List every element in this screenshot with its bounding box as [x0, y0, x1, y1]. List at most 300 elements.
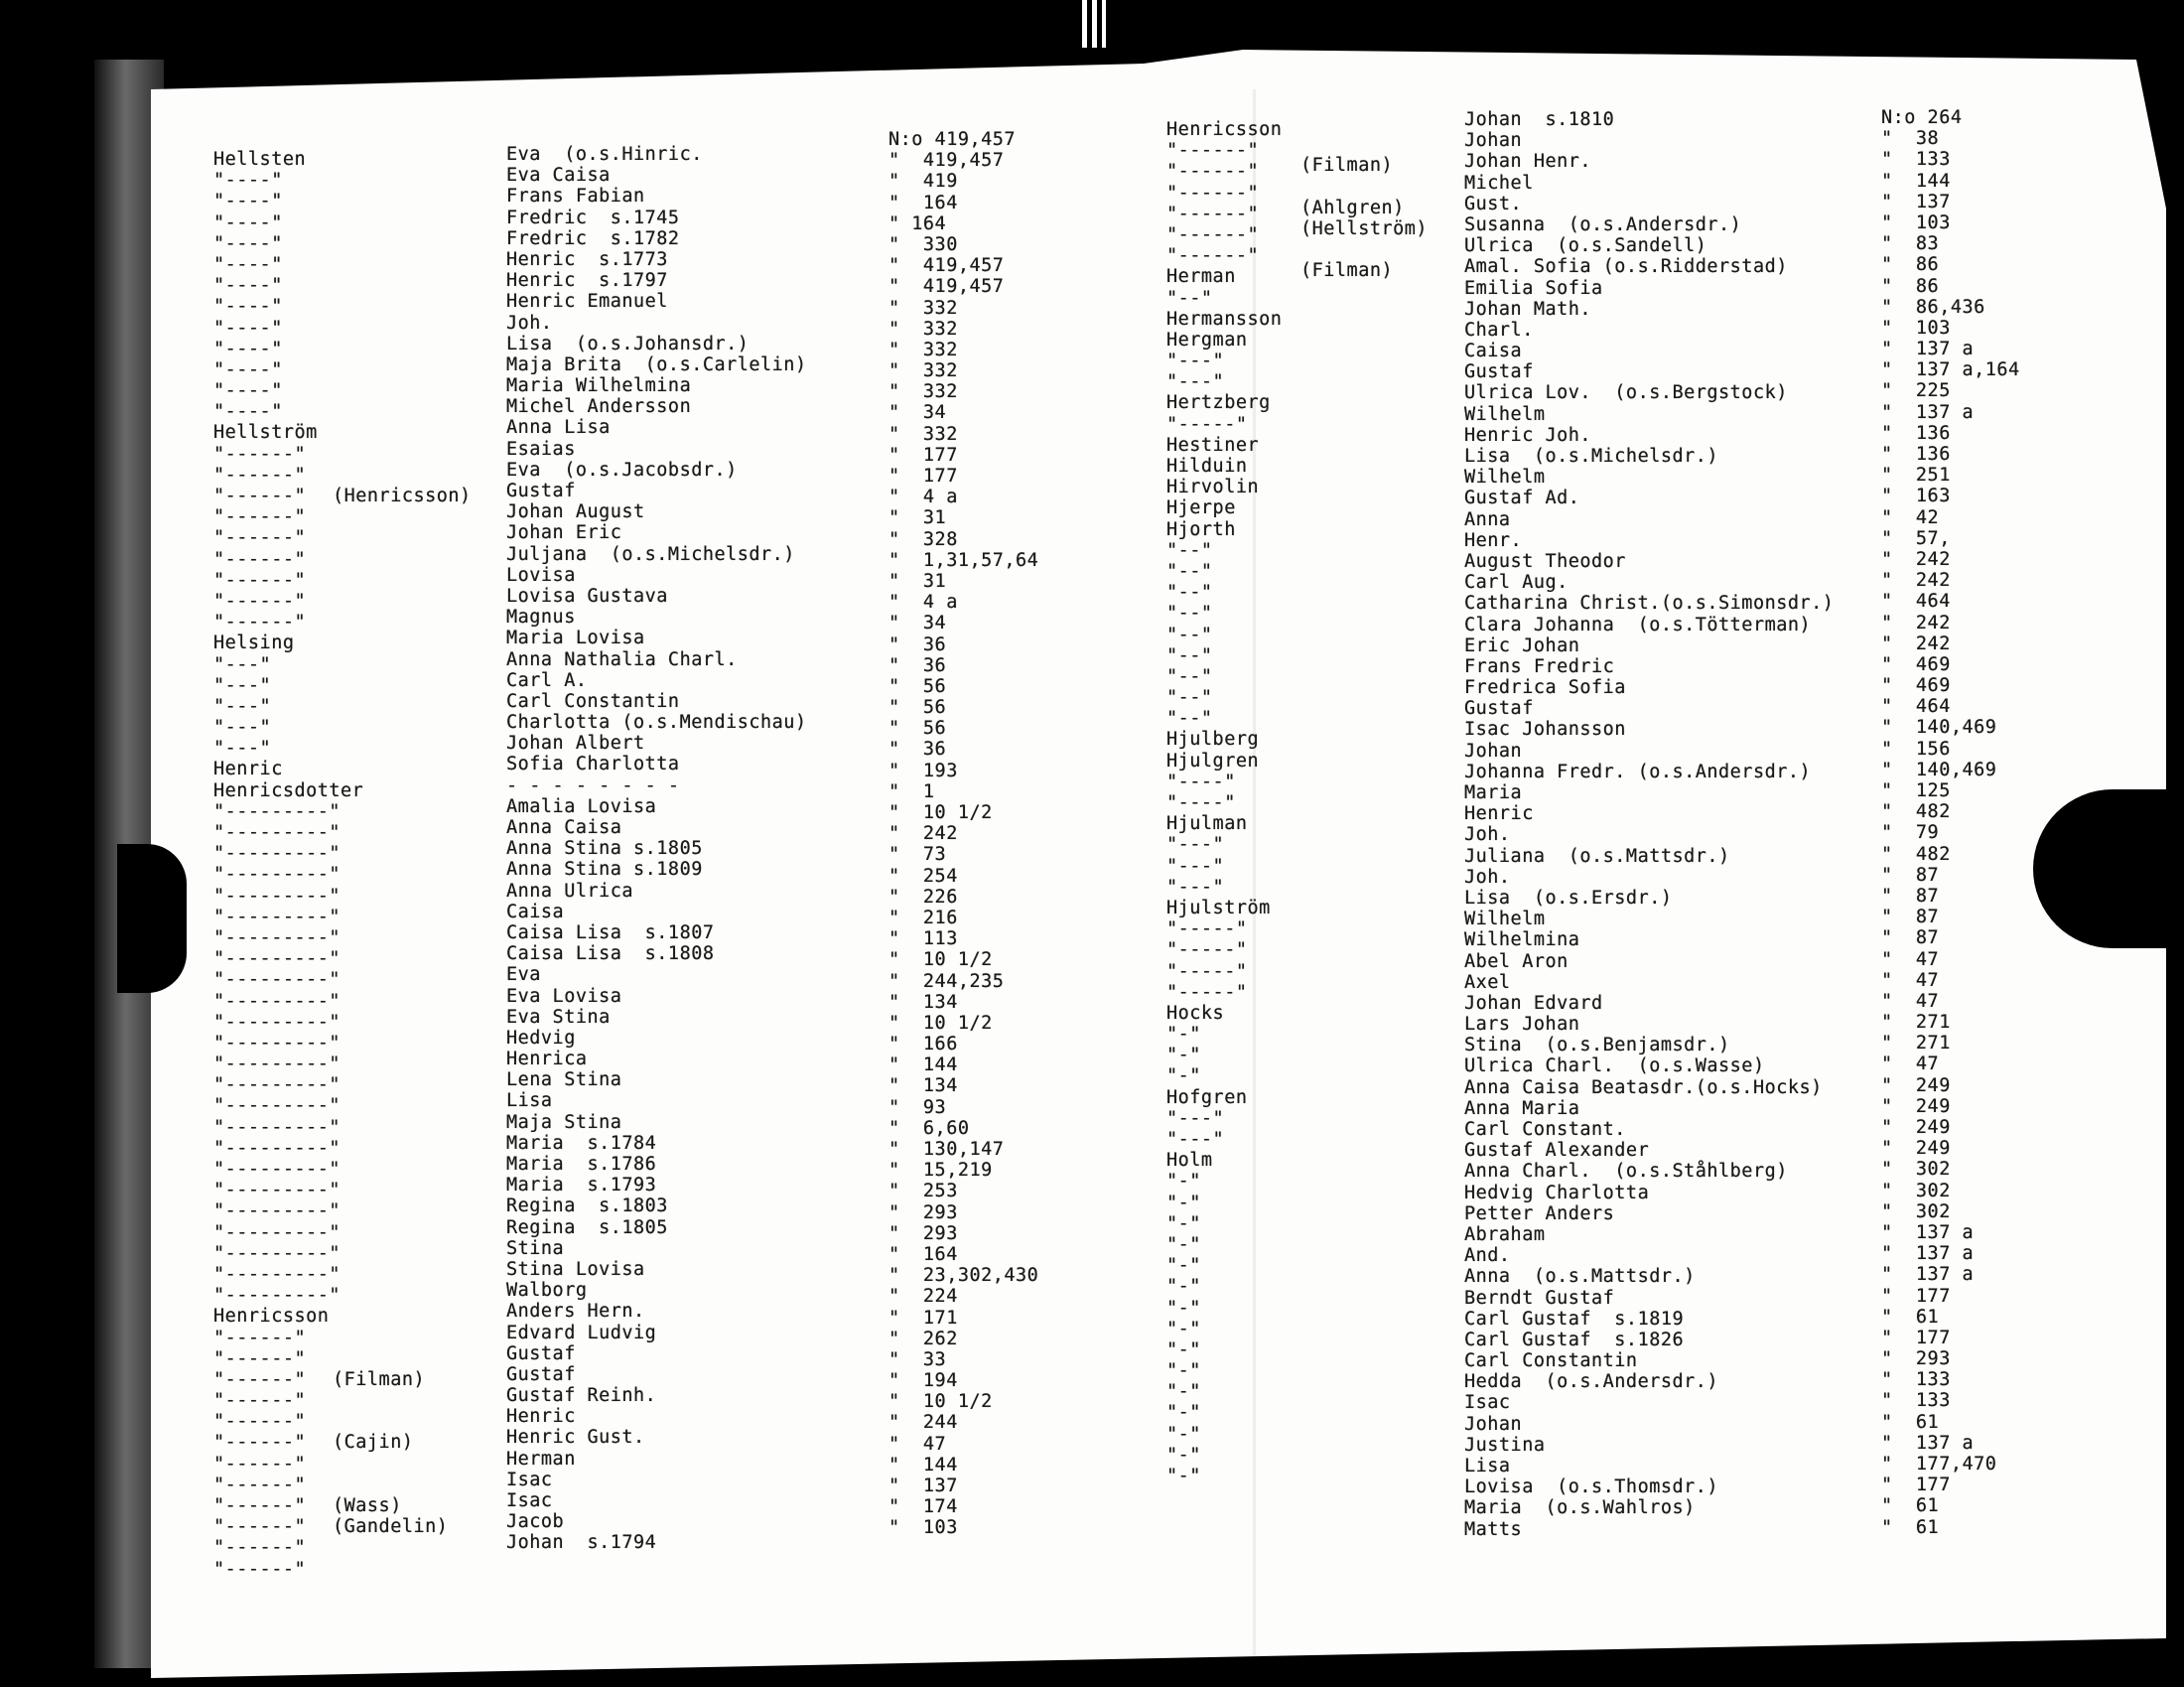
- surname-cell: "----": [213, 401, 283, 423]
- reference-cell: " 171: [888, 1307, 958, 1329]
- reference-cell: " 87: [1881, 927, 1940, 949]
- reference-cell: " 36: [888, 654, 947, 676]
- reference-cell: N:o 264: [1881, 107, 1963, 128]
- reference-cell: " 103: [1881, 211, 1951, 233]
- reference-cell: " 164: [888, 1243, 958, 1265]
- reference-cell: " 6,60: [888, 1117, 970, 1139]
- given-name-cell: Ulrica Lov. (o.s.Bergstock): [1464, 382, 1788, 404]
- given-name-cell: - - - - - - - -: [506, 774, 680, 796]
- reference-cell: " 47: [1881, 1054, 1940, 1075]
- surname-cell: "-": [1166, 1212, 1201, 1234]
- reference-cell: " 332: [888, 423, 958, 445]
- reference-cell: " 144: [888, 1054, 958, 1076]
- given-name-cell: Juliana (o.s.Mattsdr.): [1464, 845, 1730, 867]
- alias-cell: [333, 1411, 472, 1432]
- reference-cell: " 332: [888, 360, 958, 382]
- reference-cell: " 93: [888, 1096, 947, 1118]
- reference-cell: " 163: [1881, 486, 1951, 507]
- given-name-cell: Juljana (o.s.Michelsdr.): [506, 543, 795, 565]
- given-name-cell: Fredrica Sofia: [1464, 677, 1626, 699]
- surname-cell: "------": [213, 1327, 307, 1348]
- alias-cell: [333, 275, 472, 296]
- given-name-cell: Maria (o.s.Wahlros): [1464, 1497, 1696, 1519]
- alias-cell: [333, 465, 472, 486]
- surname-cell: "----": [213, 211, 283, 233]
- given-name-cell: Anna Caisa: [506, 817, 622, 838]
- reference-cell: " 177: [888, 444, 958, 466]
- given-name-cell: Regina s.1803: [506, 1195, 668, 1217]
- given-name-cell: Anna Stina s.1805: [506, 838, 703, 860]
- given-name-cell: Magnus: [506, 607, 576, 629]
- given-name-cell: Ulrica Charl. (o.s.Wasse): [1464, 1055, 1765, 1077]
- reference-cell: " 4 a: [888, 487, 958, 508]
- reference-cell: " 244,235: [888, 970, 1005, 992]
- given-name-cell: Stina (o.s.Benjamsdr.): [1464, 1035, 1730, 1056]
- alias-cell: [333, 1054, 472, 1074]
- given-name-cell: Caisa: [506, 901, 565, 922]
- alias-cell: [333, 612, 472, 633]
- alias-cell: [333, 948, 472, 969]
- reference-cell: " 34: [888, 402, 947, 424]
- surname-cell: "------": [213, 1347, 307, 1369]
- given-name-cell: And.: [1464, 1245, 1511, 1267]
- reference-cell: " 87: [1881, 864, 1940, 886]
- given-name-cell: Carl Constantin: [1464, 1350, 1638, 1372]
- alias-cell: [333, 1475, 472, 1495]
- reference-cell: " 262: [888, 1328, 958, 1349]
- given-name-cell: Gustaf Alexander: [1464, 1140, 1650, 1162]
- reference-cell: " 86,436: [1881, 296, 1985, 318]
- surname-cell: Henric: [213, 759, 283, 780]
- reference-cell: " 332: [888, 318, 958, 340]
- reference-cell: " 177: [1881, 1475, 1951, 1496]
- reference-cell: " 136: [1881, 422, 1951, 444]
- surname-cell: Hirvolin: [1166, 477, 1260, 498]
- given-name-cell: Johan Henr.: [1464, 151, 1592, 173]
- surname-cell: "------": [213, 1390, 307, 1412]
- reference-cell: " 251: [1881, 465, 1951, 487]
- given-name-cell: Anna Lisa: [506, 417, 611, 439]
- given-name-cell: Lisa: [1464, 1456, 1511, 1476]
- given-name-cell: Maria Lovisa: [506, 628, 645, 649]
- reference-cell: " 144: [888, 1454, 958, 1476]
- reference-cell: " 140,469: [1881, 717, 1997, 739]
- alias-cell: [333, 591, 472, 612]
- surname-cell: "---": [1166, 1107, 1225, 1129]
- surname-cell: "-": [1166, 1381, 1201, 1403]
- reference-cell: " 38: [1881, 128, 1940, 150]
- given-name-cell: Jacob: [506, 1511, 565, 1533]
- given-name-cell: Johan Edvard: [1464, 992, 1603, 1014]
- given-name-cell: Eric Johan: [1464, 634, 1580, 656]
- surname-cell: "-": [1166, 1171, 1201, 1193]
- reference-cell: " 156: [1881, 738, 1951, 760]
- given-name-cell: Carl Aug.: [1464, 572, 1569, 594]
- surname-cell: "----": [213, 232, 283, 254]
- surname-cell: "------": [1166, 203, 1260, 224]
- surname-cell: "--": [1166, 582, 1213, 604]
- surname-cell: "---": [213, 738, 272, 760]
- surname-cell: "----": [213, 317, 283, 339]
- given-name-cell: Wilhelm: [1464, 467, 1546, 489]
- reference-cell: " 86: [1881, 275, 1940, 297]
- given-name-cell: Joh.: [506, 312, 553, 334]
- given-name-cell: Maria: [1464, 782, 1523, 803]
- surname-cell: "------": [1166, 245, 1260, 267]
- reference-cell: " 482: [1881, 801, 1951, 823]
- reference-cell: " 61: [1881, 1516, 1940, 1538]
- binding-tab-right: [2033, 789, 2184, 948]
- surname-cell: "---": [1166, 834, 1225, 856]
- surname-cell: "---": [213, 717, 272, 739]
- given-name-cell: Frans Fredric: [1464, 655, 1615, 677]
- reference-cell: " 137 a: [1881, 1243, 1975, 1265]
- reference-cell: " 47: [1881, 969, 1940, 991]
- reference-cell: " 47: [888, 1433, 947, 1455]
- alias-cell: [1300, 134, 1428, 155]
- alias-cell: [333, 380, 472, 401]
- alias-cell: (Cajin): [333, 1432, 414, 1454]
- reference-cell: " 144: [1881, 170, 1951, 192]
- given-name-cell: Maja Stina: [506, 1111, 622, 1133]
- given-name-cell: Carl Constant.: [1464, 1119, 1626, 1140]
- alias-cell: [333, 1328, 472, 1348]
- given-name-cell: Henric Gust.: [506, 1427, 645, 1449]
- given-name-cell: Gustaf Ad.: [1464, 488, 1580, 509]
- reference-cell: " 113: [888, 928, 958, 950]
- surname-cell: "------": [213, 1516, 307, 1538]
- reference-cell: " 79: [1881, 822, 1940, 844]
- given-name-cell: Caisa Lisa s.1807: [506, 921, 715, 943]
- surname-cell: "------": [213, 486, 307, 506]
- surname-cell: "-": [1166, 1338, 1201, 1360]
- surname-cell: "---------": [213, 864, 341, 886]
- given-name-cell: Carl Gustaf s.1826: [1464, 1329, 1685, 1350]
- surname-cell: "-": [1166, 1024, 1201, 1046]
- surname-cell: "---------": [213, 1054, 341, 1075]
- given-name-cell: Clara Johanna (o.s.Tötterman): [1464, 614, 1812, 635]
- given-name-cell: Michel: [1464, 172, 1534, 194]
- given-name-cell: Maria s.1786: [506, 1154, 657, 1175]
- alias-cell: [333, 549, 472, 570]
- alias-cell: (Gandelin): [333, 1516, 449, 1538]
- given-name-cell: Berndt Gustaf: [1464, 1287, 1615, 1309]
- surname-cell: "---------": [213, 906, 341, 927]
- reference-cell: " 1: [888, 780, 935, 802]
- surname-cell: "------": [213, 1453, 307, 1475]
- given-name-cell: Hedda (o.s.Andersdr.): [1464, 1371, 1719, 1393]
- given-name-cell: Henric Joh.: [1464, 424, 1592, 446]
- given-name-cell: Gustaf: [506, 481, 576, 501]
- surname-cell: Henricsson: [1166, 119, 1283, 140]
- surname-cell: "----": [213, 275, 283, 297]
- surname-cell: "------": [213, 506, 307, 528]
- surname-cell: "-": [1166, 1045, 1201, 1066]
- reference-cell: " 137 a,164: [1881, 359, 2020, 381]
- surname-cell: "----": [213, 191, 283, 212]
- given-name-cell: Eva (o.s.Jacobsdr.): [506, 459, 738, 481]
- given-name-cell: Anna: [1464, 508, 1511, 530]
- surname-cell: "--": [1166, 665, 1213, 687]
- reference-cell: " 328: [888, 528, 958, 550]
- given-name-cell: Regina s.1805: [506, 1216, 668, 1238]
- surname-cell: "------": [213, 1432, 307, 1454]
- given-name-cell: Isac Johansson: [1464, 719, 1626, 741]
- alias-cell: [333, 296, 472, 317]
- surname-cell: "----": [213, 296, 283, 318]
- binding-tab-left: [117, 844, 187, 993]
- reference-cell: " 242: [1881, 548, 1951, 570]
- given-name-cell: Justina: [1464, 1434, 1546, 1456]
- given-name-cell: Isac: [1464, 1392, 1511, 1414]
- reference-cell: " 137 a: [1881, 1264, 1975, 1286]
- surname-cell: Hofgren: [1166, 1086, 1248, 1108]
- reference-cell: " 136: [1881, 444, 1951, 465]
- surname-cell: "------": [213, 590, 307, 612]
- reference-cell: " 33: [888, 1348, 947, 1370]
- reference-cell: " 293: [888, 1201, 958, 1223]
- given-name-cell: Carl Gustaf s.1819: [1464, 1308, 1685, 1330]
- alias-cell: [333, 1222, 472, 1243]
- reference-cell: " 419,457: [888, 150, 1005, 172]
- reference-cell: " 193: [888, 760, 958, 781]
- alias-cell: [333, 570, 472, 591]
- given-name-cell: Anna (o.s.Mattsdr.): [1464, 1266, 1696, 1288]
- given-name-cell: Johan August: [506, 501, 645, 523]
- given-name-cell: Ulrica (o.s.Sandell): [1464, 235, 1707, 257]
- given-name-cell: Fredric s.1782: [506, 227, 680, 249]
- reference-cell: " 87: [1881, 907, 1940, 928]
- surname-cell: "-": [1166, 1423, 1201, 1445]
- alias-cell: [333, 506, 472, 527]
- surname-cell: "---------": [213, 1221, 341, 1243]
- right-surname-column: [1166, 119, 1282, 1486]
- alias-cell: [333, 1454, 472, 1475]
- surname-cell: "----": [213, 338, 283, 359]
- surname-cell: "---": [1166, 876, 1225, 898]
- reference-cell: " 271: [1881, 1012, 1951, 1034]
- alias-cell: [333, 822, 472, 843]
- surname-cell: "---------": [213, 969, 341, 991]
- given-name-cell: Gustaf: [1464, 698, 1534, 720]
- surname-cell: "---------": [213, 1159, 341, 1180]
- surname-cell: Hjerpe: [1166, 497, 1236, 519]
- reference-cell: " 242: [1881, 612, 1951, 633]
- reference-cell: " 254: [888, 865, 958, 887]
- surname-cell: Henricsson: [213, 1306, 330, 1328]
- alias-cell: (Filman): [333, 1368, 426, 1390]
- reference-cell: " 177: [888, 466, 958, 487]
- surname-cell: "---": [1166, 1129, 1225, 1150]
- surname-cell: Holm: [1166, 1150, 1213, 1172]
- given-name-cell: Lena Stina: [506, 1069, 622, 1091]
- alias-cell: [333, 717, 472, 738]
- given-name-cell: Johan: [1464, 130, 1523, 152]
- reference-cell: " 31: [888, 570, 947, 592]
- given-name-cell: Hedvig Charlotta: [1464, 1182, 1650, 1203]
- given-name-cell: Maja Brita (o.s.Carlelin): [506, 353, 807, 375]
- reference-cell: " 216: [888, 907, 958, 928]
- reference-cell: " 23,302,430: [888, 1265, 1039, 1287]
- given-name-cell: Hedvig: [506, 1027, 576, 1049]
- surname-cell: "----": [213, 253, 283, 275]
- surname-cell: "------": [213, 527, 307, 549]
- binder-clip: [1082, 0, 1106, 48]
- reference-cell: " 137 a: [1881, 1221, 1975, 1243]
- reference-cell: " 86: [1881, 254, 1940, 276]
- given-name-cell: Carl Constantin: [506, 690, 680, 712]
- given-name-cell: Lisa (o.s.Johansdr.): [506, 333, 750, 354]
- alias-cell: [333, 1117, 472, 1138]
- surname-cell: "------": [1166, 182, 1260, 204]
- surname-cell: "---------": [213, 843, 341, 865]
- surname-cell: "--": [1166, 287, 1213, 309]
- reference-cell: " 419,457: [888, 276, 1005, 298]
- given-name-cell: Gustaf Reinh.: [506, 1385, 657, 1407]
- given-name-cell: Anna Charl. (o.s.Ståhlberg): [1464, 1161, 1788, 1183]
- surname-cell: Hjulström: [1166, 897, 1271, 918]
- surname-cell: "-": [1166, 1444, 1201, 1466]
- surname-cell: "-----": [1166, 939, 1248, 961]
- reference-cell: " 10 1/2: [888, 802, 993, 823]
- surname-cell: "---------": [213, 1200, 341, 1222]
- reference-cell: " 56: [888, 675, 947, 697]
- alias-cell: [333, 1200, 472, 1221]
- surname-cell: Hertzberg: [1166, 392, 1271, 414]
- alias-cell: [333, 759, 472, 779]
- reference-cell: " 130,147: [888, 1139, 1005, 1160]
- alias-cell: (Ahlgren): [1300, 197, 1405, 218]
- given-name-cell: Lisa (o.s.Michelsdr.): [1464, 446, 1719, 467]
- reference-cell: " 332: [888, 297, 958, 319]
- given-name-cell: Michel Andersson: [506, 396, 692, 418]
- alias-cell: (Filman): [1300, 260, 1394, 282]
- given-name-cell: Frans Fabian: [506, 186, 645, 208]
- surname-cell: "------": [213, 569, 307, 591]
- reference-cell: " 332: [888, 381, 958, 403]
- reference-cell: " 103: [888, 1517, 958, 1539]
- surname-cell: Hjorth: [1166, 518, 1236, 540]
- reference-cell: " 73: [888, 844, 947, 866]
- given-name-cell: Johan s.1794: [506, 1532, 657, 1554]
- given-name-cell: Caisa: [1464, 341, 1523, 362]
- given-name-cell: Abraham: [1464, 1223, 1546, 1245]
- given-name-cell: Amalia Lovisa: [506, 795, 657, 817]
- surname-cell: "---------": [213, 885, 341, 907]
- reference-cell: " 10 1/2: [888, 1012, 993, 1034]
- reference-cell: " 125: [1881, 780, 1951, 801]
- surname-cell: "---------": [213, 926, 341, 948]
- surname-cell: "---------": [213, 1263, 341, 1285]
- given-name-cell: Fredric s.1745: [506, 207, 680, 228]
- given-name-cell: Lovisa: [506, 564, 576, 586]
- alias-cell: [333, 1285, 472, 1306]
- reference-cell: " 464: [1881, 591, 1951, 613]
- alias-cell: [333, 1264, 472, 1285]
- reference-cell: " 137 a: [1881, 339, 1975, 360]
- surname-cell: Hjulman: [1166, 813, 1248, 835]
- alias-cell: [333, 675, 472, 696]
- given-name-cell: Henric s.1797: [506, 270, 668, 292]
- reference-cell: " 242: [1881, 570, 1951, 592]
- reference-cell: " 137 a: [1881, 1432, 1975, 1454]
- reference-cell: " 166: [888, 1034, 958, 1055]
- surname-cell: "---------": [213, 800, 341, 822]
- alias-cell: [333, 991, 472, 1012]
- given-name-cell: Anna Ulrica: [506, 880, 634, 902]
- reference-cell: " 134: [888, 1075, 958, 1097]
- alias-cell: (Filman): [1300, 155, 1394, 177]
- given-name-cell: Lisa (o.s.Ersdr.): [1464, 887, 1673, 909]
- surname-cell: "---------": [213, 1137, 341, 1159]
- surname-cell: Hestiner: [1166, 434, 1260, 456]
- surname-cell: Hergman: [1166, 329, 1248, 351]
- given-name-cell: Anna Stina s.1809: [506, 859, 703, 881]
- surname-cell: "------": [213, 1474, 307, 1495]
- surname-cell: Hjulberg: [1166, 729, 1260, 751]
- given-name-cell: Gustaf: [506, 1342, 576, 1364]
- reference-cell: " 36: [888, 633, 947, 655]
- reference-cell: " 225: [1881, 380, 1951, 402]
- given-name-cell: Esaias: [506, 438, 576, 460]
- given-name-cell: Gustaf: [506, 1363, 576, 1385]
- reference-cell: " 177: [1881, 1327, 1951, 1348]
- reference-cell: " 31: [888, 507, 947, 529]
- alias-cell: [333, 1243, 472, 1264]
- given-name-cell: Henric s.1773: [506, 248, 668, 270]
- given-name-cell: Gustaf: [1464, 361, 1534, 383]
- right-reference-column: [1881, 107, 2020, 1538]
- alias-cell: [333, 318, 472, 339]
- alias-cell: [333, 1074, 472, 1095]
- alias-cell: [333, 422, 472, 443]
- given-name-cell: Anna Nathalia Charl.: [506, 648, 738, 670]
- reference-cell: " 469: [1881, 675, 1951, 697]
- given-name-cell: Herman: [506, 1448, 576, 1470]
- reference-cell: " 271: [1881, 1033, 1951, 1054]
- surname-cell: "------": [1166, 140, 1260, 162]
- surname-cell: "--": [1166, 644, 1213, 666]
- left-given-name-column: [506, 144, 807, 1554]
- reference-cell: " 174: [888, 1496, 958, 1518]
- alias-cell: [333, 1306, 472, 1327]
- given-name-cell: Axel: [1464, 971, 1511, 993]
- reference-cell: " 42: [1881, 506, 1940, 528]
- alias-cell: (Henricsson): [333, 486, 472, 506]
- reference-cell: " 164: [888, 192, 958, 213]
- reference-cell: " 61: [1881, 1495, 1940, 1517]
- given-name-cell: Johan Math.: [1464, 298, 1592, 320]
- alias-cell: [333, 212, 472, 233]
- given-name-cell: Isac: [506, 1469, 553, 1490]
- surname-cell: "-": [1166, 1255, 1201, 1277]
- surname-cell: "-": [1166, 1466, 1201, 1486]
- reference-cell: N:o 419,457: [888, 129, 1017, 150]
- reference-cell: " 419: [888, 171, 958, 193]
- alias-cell: [333, 780, 472, 801]
- alias-cell: [333, 170, 472, 191]
- surname-cell: "--": [1166, 539, 1213, 561]
- alias-cell: [333, 1348, 472, 1369]
- given-name-cell: Edvard Ludvig: [506, 1322, 657, 1343]
- given-name-cell: Caisa Lisa s.1808: [506, 943, 715, 965]
- reference-cell: " 330: [888, 233, 958, 255]
- surname-cell: "---------": [213, 1242, 341, 1264]
- given-name-cell: Charl.: [1464, 319, 1534, 341]
- reference-cell: " 249: [1881, 1074, 1951, 1096]
- reference-cell: " 302: [1881, 1159, 1951, 1181]
- given-name-cell: Stina: [506, 1237, 565, 1259]
